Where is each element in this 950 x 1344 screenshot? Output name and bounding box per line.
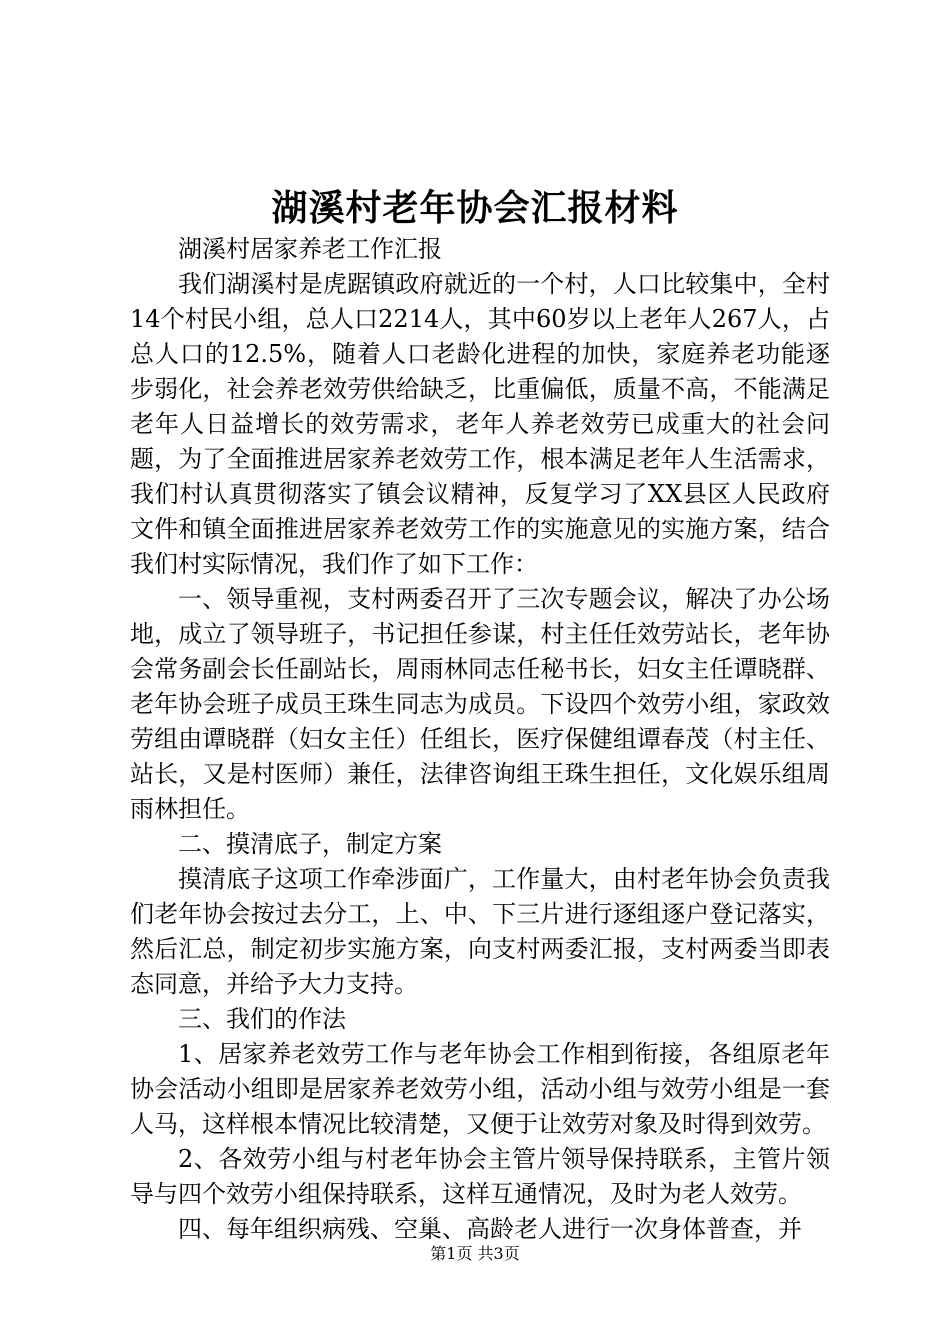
paragraph-intro: 我们湖溪村是虎踞镇政府就近的一个村，人口比较集中，全村14个村民小组，总人口2214人，其中60岁以上老年人267人，占总人口的12.5%，随着人口老龄化进程的加快，家庭养老功能逐步弱化，社会养老效劳供给缺乏，比重偏低，质量不高，不能满足老年人日益增长的效劳需求，老年人养老效劳已成重大的社会问题，为了全面推进居家养老效劳工作，根本满足老年人生活需求，我们村认真贯彻落实了镇会议精神，反复学习了XX县区人民政府文件和镇全面推进居家养老效劳工作的实施意见的实施方案，结合我们村实际情况，我们作了如下工作： xyxy=(130,270,830,578)
paragraph-section-2-heading: 二、摸清底子，制定方案 xyxy=(178,830,442,858)
paragraph-subtitle: 湖溪村居家养老工作汇报 xyxy=(178,235,442,263)
paragraph-section-3-item-1: 1、居家养老效劳工作与老年协会工作相到衔接，各组原老年协会活动小组即是居家养老效劳小组，活动小组与效劳小组是一套人马，这样根本情况比较清楚，又便于让效劳对象及时得到效劳。 xyxy=(130,1040,830,1138)
paragraph-section-3-item-2: 2、各效劳小组与村老年协会主管片领导保持联系，主管片领导与四个效劳小组保持联系，这样互通情况，及时为老人效劳。 xyxy=(130,1145,830,1208)
paragraph-section-2-body: 摸清底子这项工作牵涉面广，工作量大，由村老年协会负责我们老年协会按过去分工，上、中、下三片进行逐组逐户登记落实，然后汇总，制定初步实施方案，向支村两委汇报，支村两委当即表态同意，并给予大力支持。 xyxy=(130,865,830,998)
paragraph-section-1: 一、领导重视，支村两委召开了三次专题会议，解决了办公场地，成立了领导班子，书记担任参谋，村主任任效劳站长，老年协会常务副会长任副站长，周雨林同志任秘书长，妇女主任谭晓群、老年协会班子成员王珠生同志为成员。下设四个效劳小组，家政效劳组由谭晓群（妇女主任）任组长，医疗保健组谭春茂（村主任、站长，又是村医师）兼任，法律咨询组王珠生担任，文化娱乐组周雨林担任。 xyxy=(130,585,830,823)
document-title: 湖溪村老年协会汇报材料 xyxy=(271,187,679,229)
paragraph-section-3-heading: 三、我们的作法 xyxy=(178,1005,346,1033)
paragraph-section-4: 四、每年组织病残、空巢、高龄老人进行一次身体普查，并 xyxy=(178,1215,802,1243)
document-body xyxy=(130,232,830,1247)
page-footer: 第1页 共3页 xyxy=(430,1244,520,1263)
